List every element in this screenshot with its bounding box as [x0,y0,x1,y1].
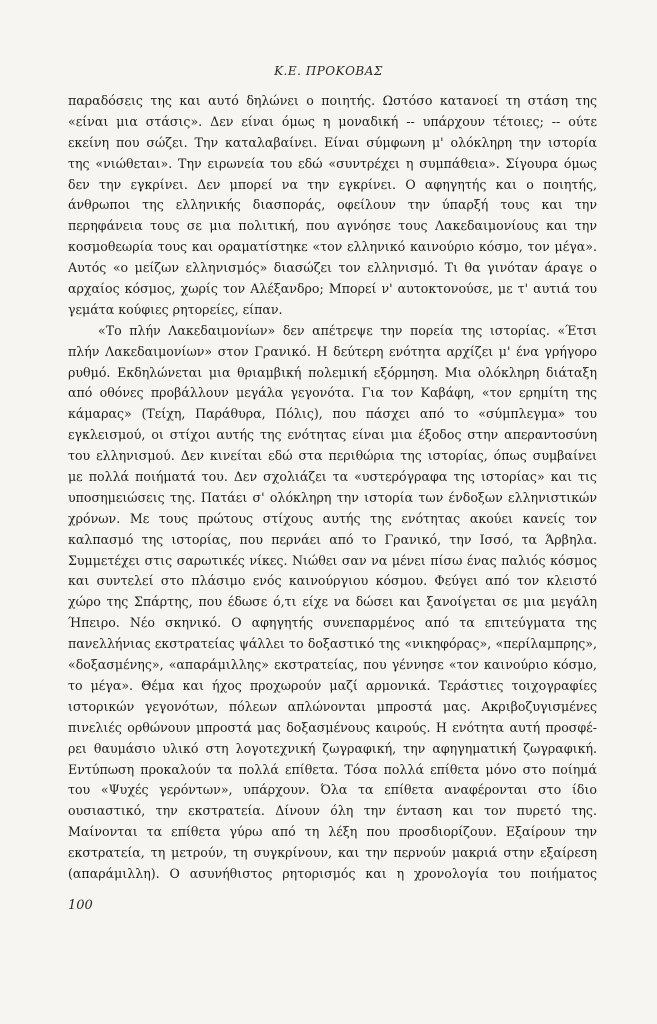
text-line: άνθρωποι της ελληνικής διασποράς, οφείλουν την ύπαρξή τους και την [68,197,597,213]
text-line: παραδόσεις της και αυτό δηλώνει ο ποιητής. Ωστόσο κατανοεί τη στάση της [68,93,597,108]
text-line: Συμμετέχει στις σαρωτικές νίκες. Νιώθει σαν να μένει πίσω ένας παλιός κόσμος [68,552,597,568]
text-line: το μέγα». Θέμα και ήχος προχωρούν μαζί αρμονικά. Τεράστιες τοιχογραφίες [68,677,597,693]
text-line: καλπασμό της ιστορίας, που περνάει από το Γρανικό, την Ισσό, τα Άρβηλα. [68,531,597,547]
text-line: ουσιαστικό, την εκστρατεία. Δίνουν όλη την ένταση και τον πυρετό της. [68,803,597,819]
text-line: χώρο της Σπάρτης, που έδωσε ό,τι είχε να δώσει και ξανοίγεται σε μια μεγάλη [68,594,597,610]
text-line: εκστρατεία, τη μετρούν, τη συγκρίνουν, και την περνούν μακριά στην εξαίρεση [68,845,597,861]
text-line: υποσημειώσεις της. Πατάει σ' ολόκληρη την ιστορία των ένδοξων ελληνιστικών [68,489,597,505]
text-line: Εντύπωση προκαλούν τα πολλά επίθετα. Τόσα πολλά επίθετα μόνο στο ποίημά [68,761,597,777]
text-line: χρόνων. Με τους πρώτους στίχους αυτής της ενότητας ακούει κανείς τον [68,510,597,526]
text-line: ιστορικών γεγονότων, πόλεων απλώνονται μπροστά μας. Ακριβοζυγισμένες [68,698,597,714]
text-line: Ήπειρο. Νέο σκηνικό. Ο αφηγητής συνεπαρμένος από τα επιτεύγματα της [68,615,597,631]
text-line: και συντελεί στο πλάσιμο ενός καινούργιου κόσμου. Φεύγει από τον κλειστό [68,573,597,589]
text-line: δεν την εγκρίνει. Δεν μπορεί να την εγκρίνει. Ο αφηγητής και ο ποιητής, [68,176,597,192]
text-line: της «νιώθεται». Την ειρωνεία του εδώ «συντρέχει η συμπάθεια». Σίγουρα όμως [68,155,597,171]
text-line: με πολλά ποιήματά του. Δεν σχολιάζει τα «υστερόγραφα της ιστορίας» και τις [68,469,597,485]
text-line: πανελλήνιας εκστρατείας ψάλλει το δοξαστικό της «νικηφόρας», «περίλαμπρης», [68,636,597,652]
text-line: «είναι μια στάσις». Δεν είναι όμως η μοναδική -- υπάρχουν τέτοιες; -- ούτε [68,113,597,129]
running-head: Κ.Ε. ΠΡΟΚΟΒΑΣ [274,64,383,78]
text-line: ρυθμό. Εκδηλώνεται μια θριαμβική πολεμική εξόρμηση. Μια ολόκληρη διάταξη [68,364,597,380]
text-line: κάμαρας» (Τείχη, Παράθυρα, Πόλις), που πάσχει από το «σύμπλεγμα» του [68,406,597,422]
text-line: κοσμοθεωρία τους και οραματίστηκε «τον ελληνικό καινούριο κόσμο, τον μέγα». [68,239,597,255]
text-line: ρει θαυμάσιο υλικό στη λογοτεχνική ζωγραφική, την αφηγηματική ζωγραφική. [68,740,597,756]
text-line: Αυτός «ο μείζων ελληνισμός» διασώζει τον ελληνισμό. Τι θα γινόταν άραγε ο [68,260,597,276]
body-text [68,91,597,885]
text-line: πλήν Λακεδαιμονίων» στον Γρανικό. Η δεύτερη ενότητα αρχίζει μ' ένα γρήγορο [68,343,597,359]
text-line: Μαίνονται τα επίθετα γύρω από τη λέξη που προσδιορίζουν. Εξαίρουν την [68,824,597,840]
paragraph-first-line: «Το πλήν Λακεδαιμονίων» δεν απέτρεψε την πορεία της ιστορίας. «Έτσι [98,322,597,338]
text-line: εκείνη που σώζει. Την καταλαβαίνει. Είναι σύμφωνη μ' ολόκληρη την ιστορία [68,134,597,150]
text-line: (απαράμιλλη). Ο ασυνήθιστος ρητορισμός και η χρονολογία του ποιήματος [68,865,597,881]
text-line: εγκλεισμού, οι στίχοι αυτής της ενότητας είναι μια έξοδος στην απεραντοσύνη [68,427,597,443]
text-line: του «Ψυχές γερόντων», υπάρχουν. Όλα τα επίθετα αναφέρονται στο ίδιο [68,782,597,798]
text-line: περηφάνεια τους σε μια πολιτική, που αγνόησε τους Λακεδαιμονίους και την [68,218,597,234]
paragraph-last-line: γεμάτα κούφιες ρητορείες, είπαν. [68,301,283,317]
text-line: πινελιές ορθώνουν μπροστά μας δοξασμένους καιρούς. Η ενότητα αυτή προσφέ- [68,719,597,735]
page-number: 100 [68,898,93,913]
text-line: «δοξασμένης», «απαράμιλλης» εκστρατείας, που γέννησε «τον καινούριο κόσμο, [68,657,597,673]
text-line: του ελληνισμού. Δεν κινείται εδώ στα περιθώρια της ιστορίας, όπως συμβαίνει [68,448,597,464]
text-line: από οθόνες προβάλλουν μεγάλα γεγονότα. Για τον Καβάφη, «τον ερημίτη της [68,385,597,401]
text-line: αρχαίος κόσμος, χωρίς τον Αλέξανδρο; Μπορεί ν' αυτοκτονούσε, με τ' αυτιά του [68,281,597,297]
